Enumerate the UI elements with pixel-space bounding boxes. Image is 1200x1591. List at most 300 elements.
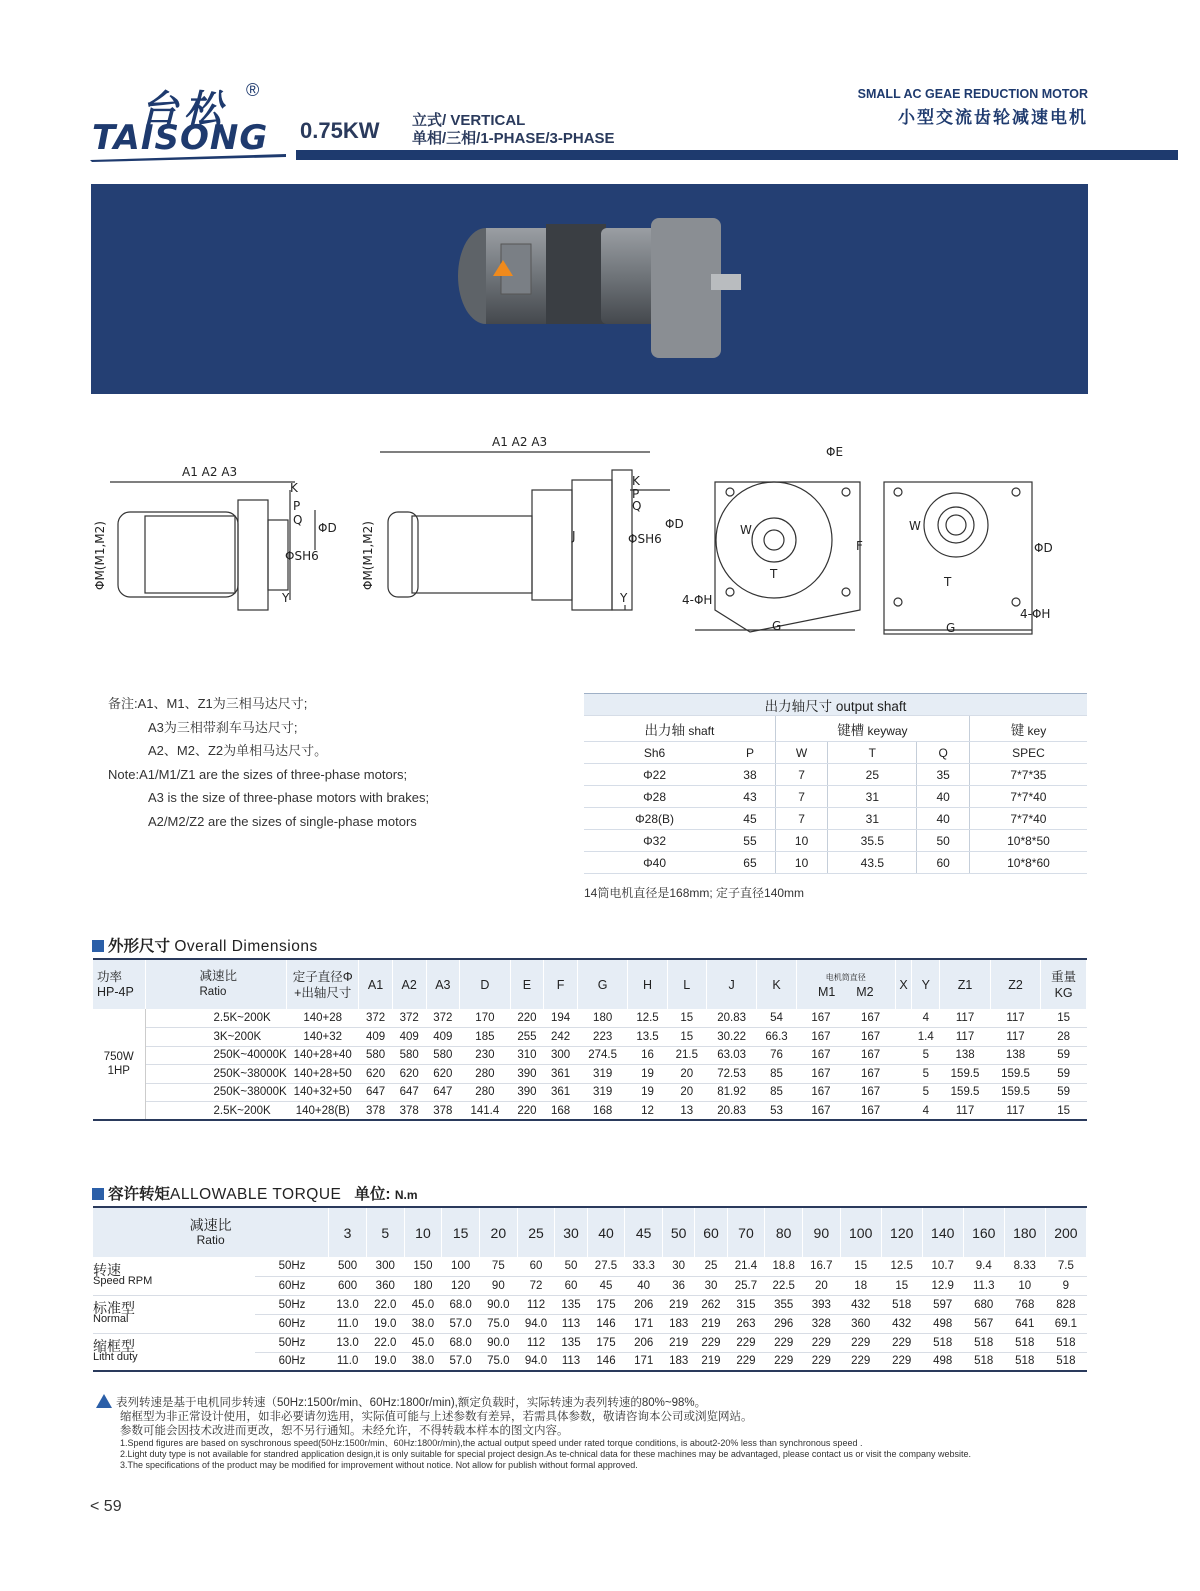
table-cell: 167 [846,1009,896,1028]
torque-section-title: 容许转矩ALLOWABLE TORQUE 单位: N.m [92,1182,417,1204]
table-cell: 580 [392,1046,426,1065]
torque-cell: 229 [765,1352,803,1371]
table-cell: 138 [990,1046,1040,1065]
table-cell: 28 [1041,1028,1087,1047]
table-row [93,1102,1087,1121]
torque-cell: 45 [587,1276,625,1295]
torque-cell: 432 [840,1295,881,1314]
ratio-header: 160 [963,1207,1004,1257]
torque-cell: 600 [329,1276,367,1295]
table-cell: 167 [846,1046,896,1065]
product-title-en: SMALL AC GEAE REDUCTION MOTOR [857,87,1088,101]
torque-cell: 229 [881,1333,922,1352]
torque-cell: 90.0 [479,1295,517,1314]
table-cell: 7*7*40 [969,808,1087,830]
torque-cell: 828 [1045,1295,1086,1314]
torque-cell: 518 [963,1352,1004,1371]
label-y-left: Y [282,591,290,605]
table-cell: 2.5K~200K [145,1009,287,1028]
mount-type: 立式/ VERTICAL [412,112,526,129]
table-cell: 170 [460,1009,510,1028]
table-cell: 167 [796,1028,846,1047]
h-col: L [667,959,706,1009]
torque-cell: 18.8 [765,1257,803,1276]
torque-cell: 57.0 [442,1314,480,1333]
table-cell: 117 [940,1102,990,1121]
section-marker-icon [92,1188,104,1200]
table-cell: 19 [628,1083,667,1102]
col-header: T [828,742,917,764]
shaft-table-title: 出力轴尺寸 output shaft [584,694,1087,716]
torque-cell: 9 [1045,1276,1086,1295]
torque-header-row [93,1207,1087,1257]
torque-cell: 498 [922,1352,963,1371]
shaft-table-header-row [584,742,1087,764]
table-cell: 38 [725,764,775,786]
col-header: Sh6 [584,742,725,764]
table-cell: 117 [990,1009,1040,1028]
torque-cell: 518 [881,1295,922,1314]
table-cell: 167 [796,1065,846,1084]
label-phi-d-mid: ΦD [665,517,684,531]
table-cell: 230 [460,1046,510,1065]
torque-cell: 518 [1045,1352,1086,1371]
table-cell: 31 [828,786,917,808]
table-cell [895,1028,911,1047]
table-row [93,1083,1087,1102]
table-cell: 15 [667,1028,706,1047]
torque-cell: 57.0 [442,1352,480,1371]
ratio-header: 140 [922,1207,963,1257]
table-cell: 20.83 [706,1009,756,1028]
label-g-2: G [946,621,956,635]
table-cell: 1.4 [912,1028,940,1047]
table-cell: 141.4 [460,1102,510,1121]
section-marker-icon [92,940,104,952]
hz-cell: 50Hz [255,1333,328,1352]
torque-cell: 328 [803,1314,841,1333]
label-w-1: W [740,523,752,537]
table-cell: 140+32 [287,1028,359,1047]
overall-dimensions-table [93,958,1087,1121]
table-cell: 59 [1041,1083,1087,1102]
table-cell: 16 [628,1046,667,1065]
table-cell: 15 [667,1009,706,1028]
torque-cell: 22.0 [366,1333,404,1352]
table-cell: 300 [544,1046,578,1065]
table-cell: 72.53 [706,1065,756,1084]
table-cell: 167 [846,1102,896,1121]
label-phi-m-left: ΦM(M1,M2) [93,521,107,590]
torque-cell: 8.33 [1004,1257,1045,1276]
torque-cell: 75.0 [479,1352,517,1371]
logo-chinese: 台松 [140,87,229,131]
note-line: 备注:A1、M1、Z1为三相马达尺寸; [108,696,308,711]
torque-cell: 13.0 [329,1295,367,1314]
label-g-1: G [772,619,782,633]
torque-cell: 113 [555,1314,587,1333]
torque-cell: 300 [366,1257,404,1276]
h-col: K [757,959,796,1009]
table-cell: 620 [426,1065,460,1084]
torque-cell: 315 [727,1295,765,1314]
h-col: A2 [392,959,426,1009]
torque-cell: 183 [663,1314,695,1333]
table-cell: 81.92 [706,1083,756,1102]
torque-cell: 219 [695,1314,727,1333]
torque-cell: 27.5 [587,1257,625,1276]
ratio-header: 70 [727,1207,765,1257]
torque-cell: 19.0 [366,1352,404,1371]
table-cell: 180 [577,1009,627,1028]
label-phi-m-mid: ΦM(M1,M2) [361,521,375,590]
torque-cell: 16.7 [803,1257,841,1276]
torque-cell: 112 [517,1295,555,1314]
h-col: H [628,959,667,1009]
torque-cell: 25 [695,1257,727,1276]
torque-cell: 60 [555,1276,587,1295]
footnote-en: 2.Light duty type is not available for standred application design,it is only suitable for special project design.As te-chnical data for these machines may be advantaged, please contact us or visit the company website. [120,1449,971,1459]
ratio-header: 3 [329,1207,367,1257]
table-cell: 319 [577,1065,627,1084]
torque-cell: 500 [329,1257,367,1276]
ratio-header: 60 [695,1207,727,1257]
table-cell: 43 [725,786,775,808]
table-cell: 409 [392,1028,426,1047]
torque-cell: 12.9 [922,1276,963,1295]
h-col: Z2 [990,959,1040,1009]
table-cell: 409 [426,1028,460,1047]
torque-cell: 206 [625,1295,663,1314]
table-cell: 167 [846,1083,896,1102]
table-cell: 168 [577,1102,627,1121]
table-cell: 45 [725,808,775,830]
torque-cell: 229 [803,1333,841,1352]
label-4-phi-h-2: 4-ΦH [1020,607,1051,621]
col-header: W [775,742,827,764]
table-cell: 12 [628,1102,667,1121]
table-cell: Φ28 [584,786,725,808]
torque-cell: 229 [840,1352,881,1371]
table-cell: Φ22 [584,764,725,786]
product-photo-panel [91,184,1088,394]
shaft-table-note: 14筒电机直径是168mm; 定子直径140mm [584,886,805,900]
torque-cell: 30 [695,1276,727,1295]
torque-cell: 229 [840,1333,881,1352]
h-col: E [510,959,544,1009]
torque-cell: 50 [555,1257,587,1276]
label-y-mid: Y [620,591,628,605]
table-cell: 13.5 [628,1028,667,1047]
h-power: 功率 HP-4P [93,959,145,1009]
torque-cell: 15 [881,1276,922,1295]
group-label: 转速 Speed RPM [93,1257,255,1295]
table-cell [895,1046,911,1065]
torque-cell: 432 [881,1314,922,1333]
torque-cell: 68.0 [442,1295,480,1314]
torque-cell: 229 [695,1333,727,1352]
table-cell: 140+28+50 [287,1065,359,1084]
torque-cell: 94.0 [517,1352,555,1371]
torque-cell: 229 [727,1352,765,1371]
torque-cell: 263 [727,1314,765,1333]
torque-cell: 518 [963,1333,1004,1352]
torque-cell: 112 [517,1333,555,1352]
torque-cell: 18 [840,1276,881,1295]
torque-cell: 206 [625,1333,663,1352]
torque-cell: 680 [963,1295,1004,1314]
output-shaft-table [584,693,1087,874]
table-cell: 647 [392,1083,426,1102]
torque-cell: 229 [803,1352,841,1371]
torque-cell: 11.3 [963,1276,1004,1295]
table-cell: 43.5 [828,852,917,874]
torque-cell: 20 [803,1276,841,1295]
h-col: A1 [359,959,393,1009]
torque-cell: 25.7 [727,1276,765,1295]
table-cell: 63.03 [706,1046,756,1065]
label-t-2: T [944,575,952,589]
note-line: A2、M2、Z2为单相马达尺寸。 [148,743,328,758]
torque-cell: 10.7 [922,1257,963,1276]
footnote-cn: 表列转速是基于电机同步转速（50Hz:1500r/min、60Hz:1800r/min),额定负载时，实际转速为表列转速的80%~98%。 [116,1397,707,1409]
torque-cell: 40 [625,1276,663,1295]
hz-cell: 60Hz [255,1352,328,1371]
table-cell: 10 [775,852,827,874]
h-col: A3 [426,959,460,1009]
group-shaft: 出力轴 shaft [584,716,775,742]
torque-cell: 19.0 [366,1314,404,1333]
footnote-en: 3.The specifications of the product may be modified for improvement without notice. Not allow for publish without formal approved. [120,1460,638,1470]
group-key: 键 key [969,716,1087,742]
table-cell: 30.22 [706,1028,756,1047]
table-cell: 250K~40000K [145,1046,287,1065]
label-p-mid: P [632,487,640,501]
table-cell: 372 [426,1009,460,1028]
table-cell: 117 [940,1028,990,1047]
h-col: X [895,959,911,1009]
table-cell: 250K~38000K [145,1083,287,1102]
table-row [584,786,1087,808]
table-cell: 378 [426,1102,460,1121]
table-cell: 167 [796,1102,846,1121]
torque-cell: 100 [442,1257,480,1276]
torque-cell: 113 [555,1352,587,1371]
torque-cell: 36 [663,1276,695,1295]
torque-cell: 68.0 [442,1333,480,1352]
shaft-table-group-row [584,716,1087,742]
torque-cell: 9.4 [963,1257,1004,1276]
table-row [584,830,1087,852]
torque-cell: 219 [695,1352,727,1371]
ratio-header: 200 [1045,1207,1086,1257]
table-row [93,1046,1087,1065]
torque-cell: 183 [663,1352,695,1371]
table-cell: 378 [359,1102,393,1121]
label-phi-sh6-mid: ΦSH6 [628,532,662,546]
table-cell: 19 [628,1065,667,1084]
torque-cell: 11.0 [329,1314,367,1333]
group-label: 标准型 Normal [93,1295,255,1333]
table-cell: 66.3 [757,1028,796,1047]
note-line: A3为三相带刹车马达尺寸; [148,719,298,735]
torque-cell: 262 [695,1295,727,1314]
torque-cell: 768 [1004,1295,1045,1314]
torque-cell: 30 [663,1257,695,1276]
table-cell: 580 [426,1046,460,1065]
dims-header-row [93,959,1087,1009]
table-row [93,1295,1087,1314]
torque-cell: 229 [727,1333,765,1352]
table-cell: 361 [544,1065,578,1084]
h-col: G [577,959,627,1009]
h-col: Y [912,959,940,1009]
torque-cell: 38.0 [404,1352,442,1371]
table-cell: 65 [725,852,775,874]
torque-cell: 229 [881,1352,922,1371]
table-cell: 140+32+50 [287,1083,359,1102]
torque-cell: 22.5 [765,1276,803,1295]
h-col: Z1 [940,959,990,1009]
table-cell: Φ40 [584,852,725,874]
torque-cell: 69.1 [1045,1314,1086,1333]
torque-cell: 75 [479,1257,517,1276]
table-cell: 242 [544,1028,578,1047]
h-col: F [544,959,578,1009]
table-cell: 167 [846,1028,896,1047]
table-cell: 220 [510,1102,544,1121]
logo-swoosh-icon [88,152,288,162]
table-cell: 159.5 [990,1065,1040,1084]
label-q-mid: Q [632,499,642,513]
table-row [93,1065,1087,1084]
table-cell: 647 [426,1083,460,1102]
torque-cell: 10 [1004,1276,1045,1295]
table-cell: 5 [912,1065,940,1084]
table-cell: 2.5K~200K [145,1102,287,1121]
dims-section-title: 外形尺寸 Overall Dimensions [92,934,318,956]
table-cell: 7*7*40 [969,786,1087,808]
torque-cell: 90.0 [479,1333,517,1352]
ratio-header: 25 [517,1207,555,1257]
table-cell: 31 [828,808,917,830]
table-cell: 10*8*60 [969,852,1087,874]
table-cell: 250K~38000K [145,1065,287,1084]
torque-cell: 60 [517,1257,555,1276]
table-cell [895,1083,911,1102]
table-cell: 85 [757,1065,796,1084]
table-cell: Φ32 [584,830,725,852]
label-k-left: K [290,481,298,495]
h-ratio: 减速比 Ratio [145,959,287,1009]
footnote-en: 1.Spend figures are based on syschronous speed(50Hz:1500r/min、60Hz:1800r/min),the actual output speed under rated torque conditions, is about2-20% less than synchronous speed . [120,1438,863,1448]
hz-cell: 50Hz [255,1295,328,1314]
table-cell: 53 [757,1102,796,1121]
table-cell: 280 [460,1065,510,1084]
torque-cell: 567 [963,1314,1004,1333]
table-cell: 159.5 [940,1083,990,1102]
table-cell: 372 [359,1009,393,1028]
table-cell: 5 [912,1083,940,1102]
table-cell: 620 [392,1065,426,1084]
hz-cell: 60Hz [255,1314,328,1333]
product-title-cn: 小型交流齿轮减速电机 [898,108,1088,127]
label-k-mid: K [632,474,640,488]
table-cell: 223 [577,1028,627,1047]
ratio-header: 40 [587,1207,625,1257]
table-cell: 12.5 [628,1009,667,1028]
table-cell: 15 [1041,1102,1087,1121]
h-weight: 重量 KG [1041,959,1087,1009]
table-row [584,852,1087,874]
ratio-header: 90 [803,1207,841,1257]
torque-cell: 146 [587,1314,625,1333]
torque-cell: 518 [1004,1333,1045,1352]
col-header: P [725,742,775,764]
table-cell: 10 [775,830,827,852]
table-cell: 167 [796,1046,846,1065]
label-j: J [572,529,576,543]
torque-cell: 120 [442,1276,480,1295]
group-keyway: 键槽 keyway [775,716,969,742]
label-phi-d-2: ΦD [1034,541,1053,555]
torque-cell: 180 [404,1276,442,1295]
phase-type: 单相/三相/1-PHASE/3-PHASE [412,130,615,147]
table-cell: 319 [577,1083,627,1102]
table-cell: 159.5 [990,1083,1040,1102]
hz-cell: 50Hz [255,1257,328,1276]
table-cell: 378 [392,1102,426,1121]
table-cell: 167 [796,1009,846,1028]
table-cell: 35.5 [828,830,917,852]
table-cell [895,1102,911,1121]
h-stator: 定子直径Φ +出轴尺寸 [287,959,359,1009]
label-4-phi-h-1: 4-ΦH [682,593,713,607]
torque-cell: 11.0 [329,1352,367,1371]
table-cell: 5 [912,1046,940,1065]
table-cell: 25 [828,764,917,786]
table-cell: 4 [912,1102,940,1121]
table-cell: 20 [667,1065,706,1084]
label-phi-sh6-left: ΦSH6 [285,549,319,563]
table-cell: 50 [917,830,970,852]
table-cell: 7 [775,808,827,830]
torque-cell: 45.0 [404,1333,442,1352]
torque-cell: 94.0 [517,1314,555,1333]
torque-cell: 21.4 [727,1257,765,1276]
table-cell: 140+28+40 [287,1046,359,1065]
table-cell: 54 [757,1009,796,1028]
table-row [93,1333,1087,1352]
torque-cell: 518 [1004,1352,1045,1371]
label-w-2: W [909,519,921,533]
note-line: A3 is the size of three-phase motors with brakes; [148,790,430,805]
table-cell: 390 [510,1083,544,1102]
table-cell: 40 [917,808,970,830]
registered-mark: ® [246,80,260,100]
table-cell: 167 [846,1065,896,1084]
table-cell: 35 [917,764,970,786]
torque-cell: 33.3 [625,1257,663,1276]
torque-cell: 171 [625,1352,663,1371]
table-cell: 274.5 [577,1046,627,1065]
ratio-header: 50 [663,1207,695,1257]
torque-cell: 38.0 [404,1314,442,1333]
shaft-table-title-row [584,694,1087,716]
table-cell: 647 [359,1083,393,1102]
torque-cell: 171 [625,1314,663,1333]
table-cell: 140+28 [287,1009,359,1028]
